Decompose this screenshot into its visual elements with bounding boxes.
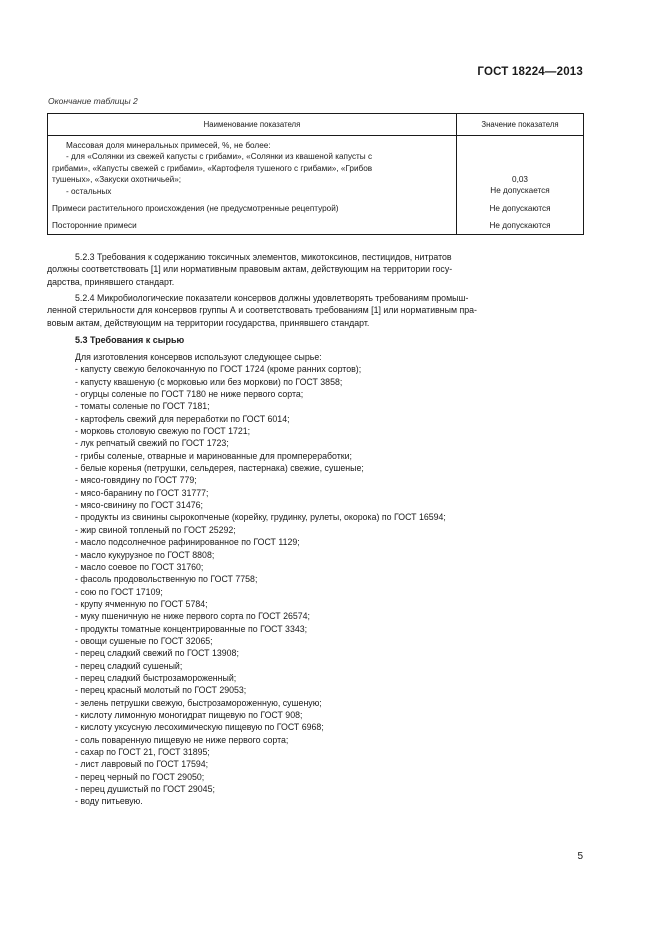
table-caption: Окончание таблицы 2 xyxy=(48,96,138,106)
list-item: - кислоту лимонную моногидрат пищевую по ГОСТ 908; xyxy=(75,709,303,720)
list-item: - перец душистый по ГОСТ 29045; xyxy=(75,784,215,795)
list-item: - масло соевое по ГОСТ 31760; xyxy=(75,561,204,572)
list-item: - перец сладкий свежий по ГОСТ 13908; xyxy=(75,648,239,659)
list-item: - продукты томатные концентрированные по ГОСТ 3343; xyxy=(75,623,308,634)
table-row xyxy=(48,197,584,214)
list-item: - жир свиной топленый по ГОСТ 25292; xyxy=(75,524,236,535)
list-item: - масло кукурузное по ГОСТ 8808; xyxy=(75,549,215,560)
column-header-name: Наименование показателя xyxy=(48,114,457,136)
list-item: - продукты из свинины сырокопченые (корейку, грудинку, рулеты, окорока) по ГОСТ 16594; xyxy=(75,512,446,523)
list-item: - картофель свежий для переработки по ГОСТ 6014; xyxy=(75,413,290,424)
list-item: - капусту квашеную (с морковью или без моркови) по ГОСТ 3858; xyxy=(75,376,343,387)
cell-name: Посторонние примеси xyxy=(48,214,457,234)
cell-name: Примеси растительного происхождения (не предусмотренные рецептурой) xyxy=(48,197,457,214)
list-item: - томаты соленые по ГОСТ 7181; xyxy=(75,401,210,412)
list-item: - сахар по ГОСТ 21, ГОСТ 31895; xyxy=(75,747,210,757)
list-item: - лист лавровый по ГОСТ 17594; xyxy=(75,759,209,770)
cell-line: тушеных», «Закуски охотничьей»; xyxy=(52,175,182,185)
cell-value: Не допускается xyxy=(490,186,550,196)
list-item: - мясо-баранину по ГОСТ 31777; xyxy=(75,487,209,498)
list-item: - морковь столовую свежую по ГОСТ 1721; xyxy=(75,426,251,437)
mineral-impurities-value xyxy=(457,136,584,198)
cell-line: грибами», «Капусты свежей с грибами», «Картофеля тушеного с грибами», «Грибов xyxy=(52,163,373,173)
list-item: - перец сладкий сушеный; xyxy=(75,660,183,671)
list-item: - огурцы соленые по ГОСТ 7180 не ниже первого сорта; xyxy=(75,389,304,400)
list-item: - капусту свежую белокочанную по ГОСТ 1724 (кроме ранних сортов); xyxy=(75,364,362,375)
paragraph-line: вовым актам, действующим на территории государства, принявшего стандарт. xyxy=(47,317,370,328)
document-code: ГОСТ 18224—2013 xyxy=(477,66,583,78)
paragraph-5-2-4 xyxy=(47,292,583,329)
paragraph-line: ленной стерильности для консервов группы А и соответствовать требованиям [1] или нормативным пра- xyxy=(47,305,477,316)
paragraph-line: дарства, принявшего стандарт. xyxy=(47,276,175,287)
column-header-value: Значение показателя xyxy=(457,114,584,136)
cell-value: Не допускаются xyxy=(457,214,584,234)
list-item: - овощи сушеные по ГОСТ 32065; xyxy=(75,635,213,646)
paragraph-line: 5.2.4 Микробиологические показатели консервов должны удовлетворять требованиям промыш- xyxy=(75,293,469,303)
table-row xyxy=(48,214,584,234)
list-item: - кислоту уксусную лесохимическую пищевую по ГОСТ 6968; xyxy=(75,722,324,733)
paragraph-line: должны соответствовать [1] или нормативным правовым актам, действующим на территории госу- xyxy=(47,264,453,275)
list-item: - перец черный по ГОСТ 29050; xyxy=(75,771,205,782)
list-item: - масло подсолнечное рафинированное по ГОСТ 1129; xyxy=(75,537,300,548)
list-item: - крупу ячменную по ГОСТ 5784; xyxy=(75,598,208,609)
table-row xyxy=(48,136,584,198)
cell-value: 0,03 xyxy=(512,175,528,184)
paragraph-5-2-3 xyxy=(47,251,583,288)
cell-value: Не допускаются xyxy=(457,197,584,214)
list-item: - зелень петрушки свежую, быстрозамороженную, сушеную; xyxy=(75,697,322,708)
paragraph-line: 5.2.3 Требования к содержанию токсичных элементов, микотоксинов, пестицидов, нитратов xyxy=(75,252,452,262)
list-item: - мясо-говядину по ГОСТ 779; xyxy=(75,475,197,486)
cell-line: - для «Солянки из свежей капусты с грибами», «Солянки из квашеной капусты с xyxy=(66,152,373,162)
list-item: - перец красный молотый по ГОСТ 29053; xyxy=(75,685,247,696)
list-item: - фасоль продовольственную по ГОСТ 7758; xyxy=(75,574,258,585)
raw-materials-list xyxy=(75,351,446,808)
cell-line: - остальных xyxy=(66,186,112,196)
section-heading: 5.3 Требования к сырью xyxy=(75,335,185,345)
page-number: 5 xyxy=(577,851,583,862)
list-item: - воду питьевую. xyxy=(75,796,143,807)
mineral-impurities-cell xyxy=(48,136,457,198)
list-item: - белые коренья (петрушки, сельдерея, пастернака) свежие, сушеные; xyxy=(75,463,364,474)
list-item: - перец сладкий быстрозамороженный; xyxy=(75,672,237,683)
cell-line: Массовая доля минеральных примесей, %, не более: xyxy=(66,141,271,150)
list-item: - мясо-свинину по ГОСТ 31476; xyxy=(75,500,203,511)
list-item: - сою по ГОСТ 17109; xyxy=(75,586,163,597)
list-intro: Для изготовления консервов используют следующее сырье: xyxy=(75,352,322,362)
list-item: - соль поваренную пищевую не ниже первого сорта; xyxy=(75,734,289,745)
requirements-table xyxy=(47,113,584,235)
list-item: - лук репчатый свежий по ГОСТ 1723; xyxy=(75,438,229,449)
list-item: - муку пшеничную не ниже первого сорта по ГОСТ 26574; xyxy=(75,611,310,622)
list-item: - грибы соленые, отварные и маринованные для промпереработки; xyxy=(75,450,352,461)
